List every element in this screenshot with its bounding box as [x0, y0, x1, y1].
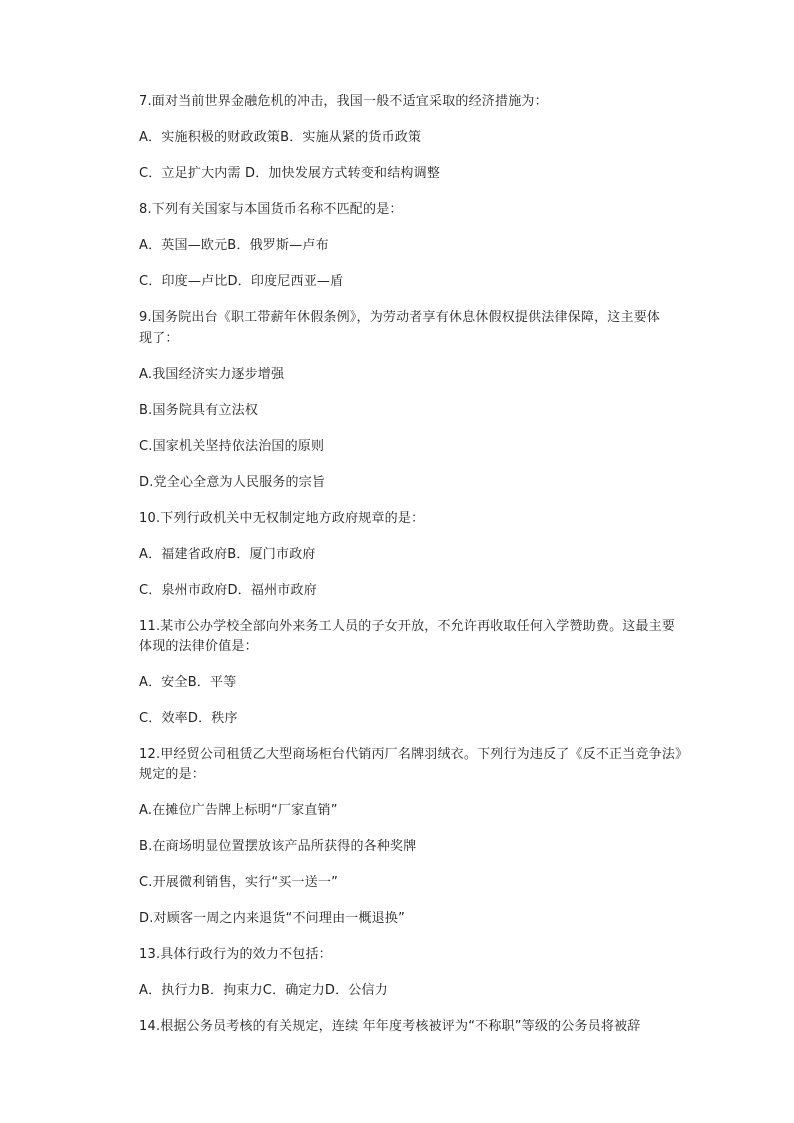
q10-options-cd: C．泉州市政府D．福州市政府: [139, 583, 317, 598]
q10-stem: 10.下列行政机关中无权制定地方政府规章的是：: [139, 511, 425, 526]
q9-option-a: A.我国经济实力逐步增强: [139, 367, 285, 382]
q7-stem: 7.面对当前世界金融危机的冲击，我国一般不适宜采取的经济措施为：: [139, 94, 548, 109]
q7-options-cd: C．立足扩大内需 D．加快发展方式转变和结构调整: [139, 166, 441, 181]
q12-option-a: A.在摊位广告牌上标明“厂家直销”: [139, 803, 338, 818]
q8-options-ab: A．英国—欧元B．俄罗斯—卢布: [139, 238, 329, 253]
q11-stem-line1: 11.某市公办学校全部向外来务工人员的子女开放，不允许再收取任何入学赞助费。这最主要: [139, 619, 676, 634]
q12-stem-line2: 规定的是：: [139, 767, 206, 782]
q9-option-d: D.党全心全意为人民服务的宗旨: [139, 475, 326, 490]
q10-options-ab: A．福建省政府B．厦门市政府: [139, 547, 316, 562]
q13-options: A．执行力B．拘束力C．确定力D．公信力: [139, 983, 388, 998]
q7-options-ab: A．实施积极的财政政策B．实施从紧的货币政策: [139, 130, 422, 145]
q12-option-b: B.在商场明显位置摆放该产品所获得的各种奖牌: [139, 839, 417, 854]
q9-option-c: C.国家机关坚持依法治国的原则: [139, 439, 325, 454]
q9-stem-line2: 现了：: [139, 331, 179, 346]
q9-stem-line1: 9.国务院出台《职工带薪年休假条例》，为劳动者享有休息休假权提供法律保障，这主要体: [139, 310, 661, 325]
q13-stem: 13.具体行政行为的效力不包括：: [139, 947, 332, 962]
q9-option-b: B.国务院具有立法权: [139, 403, 259, 418]
q12-option-c: C.开展微利销售，实行“买一送一”: [139, 875, 339, 890]
q8-stem: 8.下列有关国家与本国货币名称不匹配的是：: [139, 202, 403, 217]
q11-stem-line2: 体现的法律价值是：: [139, 639, 258, 654]
q12-stem-line1: 12.甲经贸公司租赁乙大型商场柜台代销丙厂名牌羽绒衣。下列行为违反了《反不正当竞争法》: [139, 747, 689, 762]
q12-option-d: D.对顾客一周之内来退货“不问理由一概退换”: [139, 911, 406, 926]
q8-options-cd: C．印度—卢比D．印度尼西亚—盾: [139, 274, 344, 289]
q14-stem-line1: 14.根据公务员考核的有关规定，连续 年年度考核被评为“不称职”等级的公务员将被辞: [139, 1019, 641, 1034]
q11-options-ab: A．安全B．平等: [139, 675, 237, 690]
q11-options-cd: C．效率D．秩序: [139, 711, 238, 726]
